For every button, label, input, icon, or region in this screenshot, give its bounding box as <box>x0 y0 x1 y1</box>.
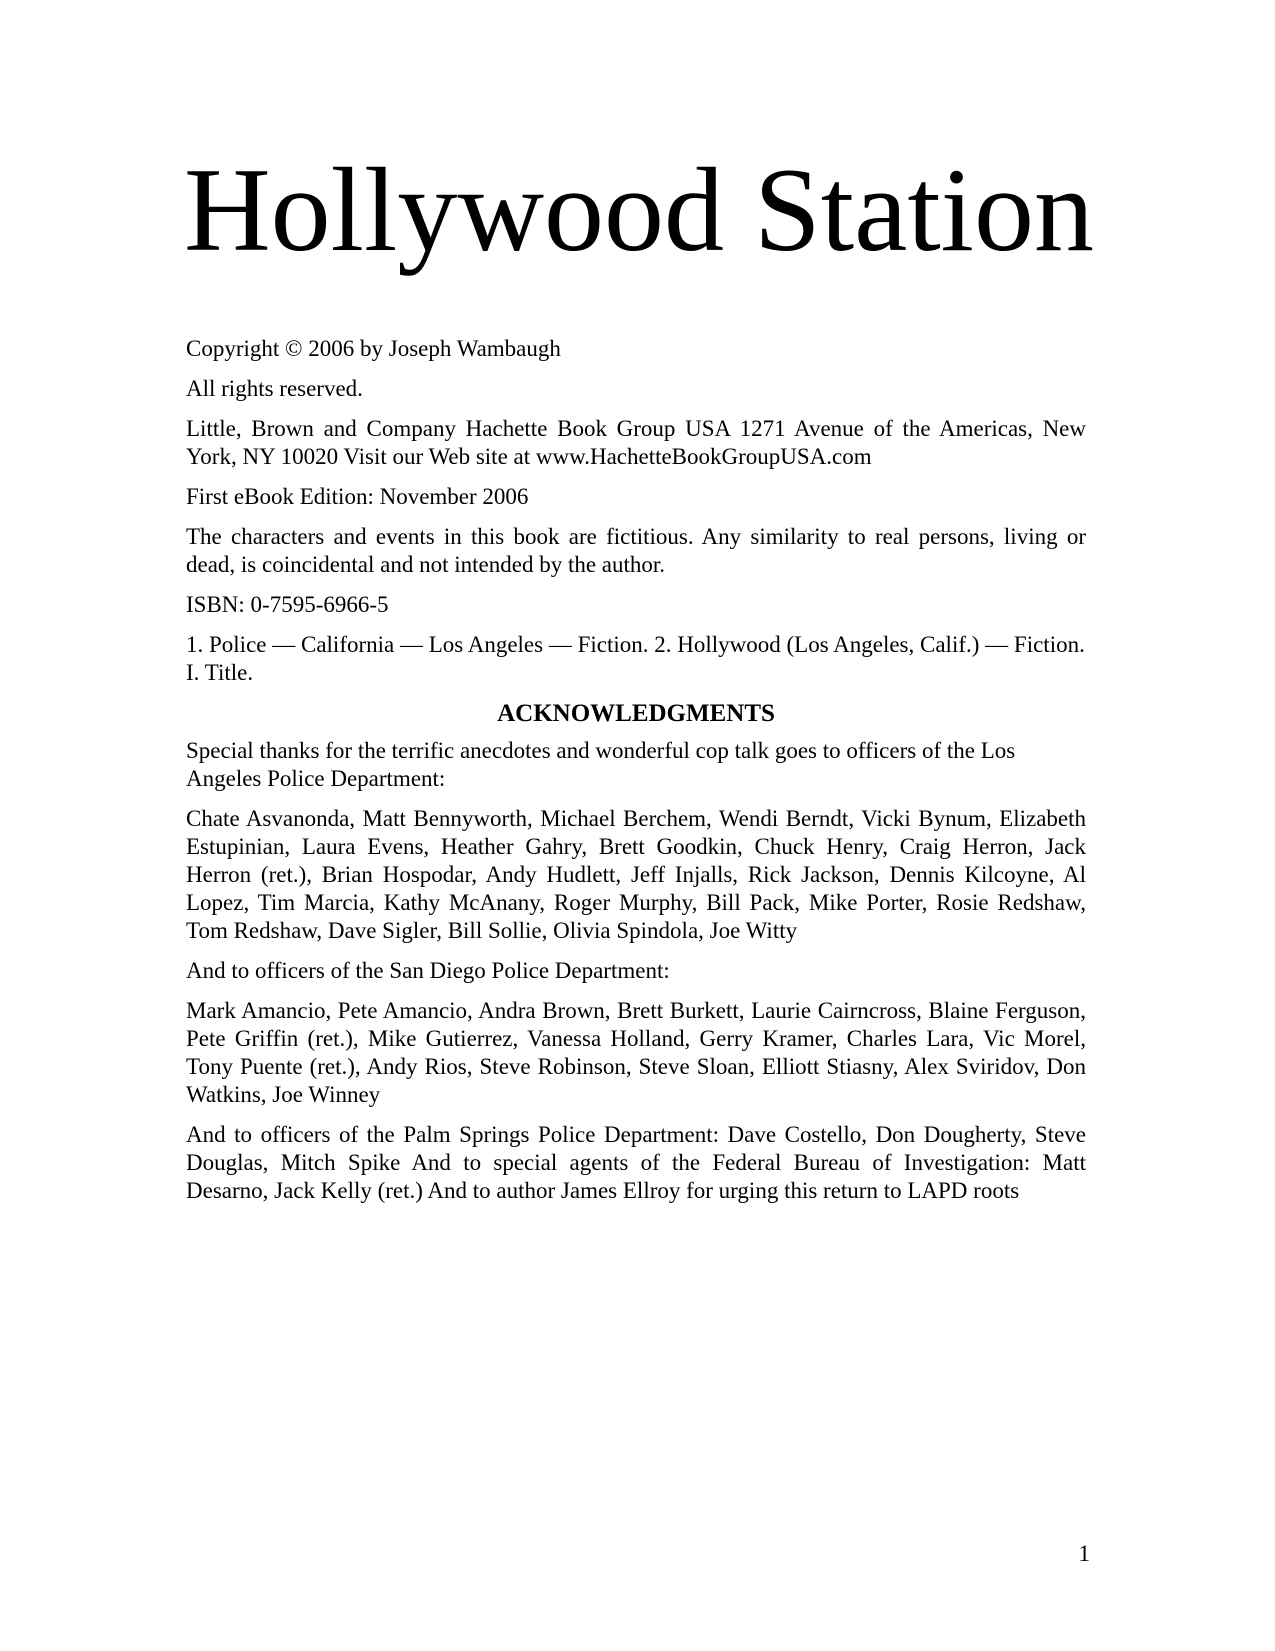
sdpd-intro: And to officers of the San Diego Police Department: <box>186 958 670 983</box>
isbn: ISBN: 0-7595-6966-5 <box>186 592 389 617</box>
acknowledgments-intro: Special thanks for the terrific anecdotes and wonderful cop talk goes to officers of the Los Angeles Police Department: <box>186 738 1016 791</box>
fiction-disclaimer: The characters and events in this book are fictitious. Any similarity to real persons, living or dead, is coincidental and not intended by the author. <box>186 524 1086 577</box>
edition-info: First eBook Edition: November 2006 <box>186 484 529 509</box>
copyright-notice: Copyright © 2006 by Joseph Wambaugh <box>186 336 561 361</box>
sdpd-officer-names: Mark Amancio, Pete Amancio, Andra Brown, Brett Burkett, Laurie Cairncross, Blaine Ferguson, Pete Griffin (ret.), Mike Gutierrez, Vanessa Holland, Gerry Kramer, Charles Lara, Vic Morel, Tony Puente (ret.), Andy Rios, Steve Robinson, Steve Sloan, Elliott Stiasny, Alex Sviridov, Don Watkins, Joe Winney <box>186 998 1086 1107</box>
publisher-info: Little, Brown and Company Hachette Book Group USA 1271 Avenue of the Americas, New York, NY 10020 Visit our Web site at www.HachetteBookGroupUSA.com <box>186 416 1086 469</box>
copyright-and-acknowledgments <box>186 335 1086 1217</box>
rights-statement: All rights reserved. <box>186 376 363 401</box>
book-title: Hollywood Station <box>184 143 1095 276</box>
lapd-officer-names: Chate Asvanonda, Matt Bennyworth, Michael Berchem, Wendi Berndt, Vicki Bynum, Elizabeth Estupinian, Laura Evens, Heather Gahry, Brett Goodkin, Chuck Henry, Craig Herron, Jack Herron (ret.), Brian Hospodar, Andy Hudlett, Jeff Injalls, Rick Jackson, Dennis Kilcoyne, Al Lopez, Tim Marcia, Kathy McAnany, Roger Murphy, Bill Pack, Mike Porter, Rosie Redshaw, Tom Redshaw, Dave Sigler, Bill Sollie, Olivia Spindola, Joe Witty <box>186 806 1086 943</box>
acknowledgments-heading: ACKNOWLEDGMENTS <box>497 700 775 727</box>
acknowledgments-closing: And to officers of the Palm Springs Police Department: Dave Costello, Don Dougherty, Steve Douglas, Mitch Spike And to special agents of the Federal Bureau of Investigation: Matt Desarno, Jack Kelly (ret.) And to author James Ellroy for urging this return to LAPD roots <box>186 1122 1086 1203</box>
subject-headings: 1. Police — California — Los Angeles — Fiction. 2. Hollywood (Los Angeles, Calif.) — Fiction. I. Title. <box>186 632 1085 685</box>
page-number: 1 <box>1078 1541 1090 1566</box>
